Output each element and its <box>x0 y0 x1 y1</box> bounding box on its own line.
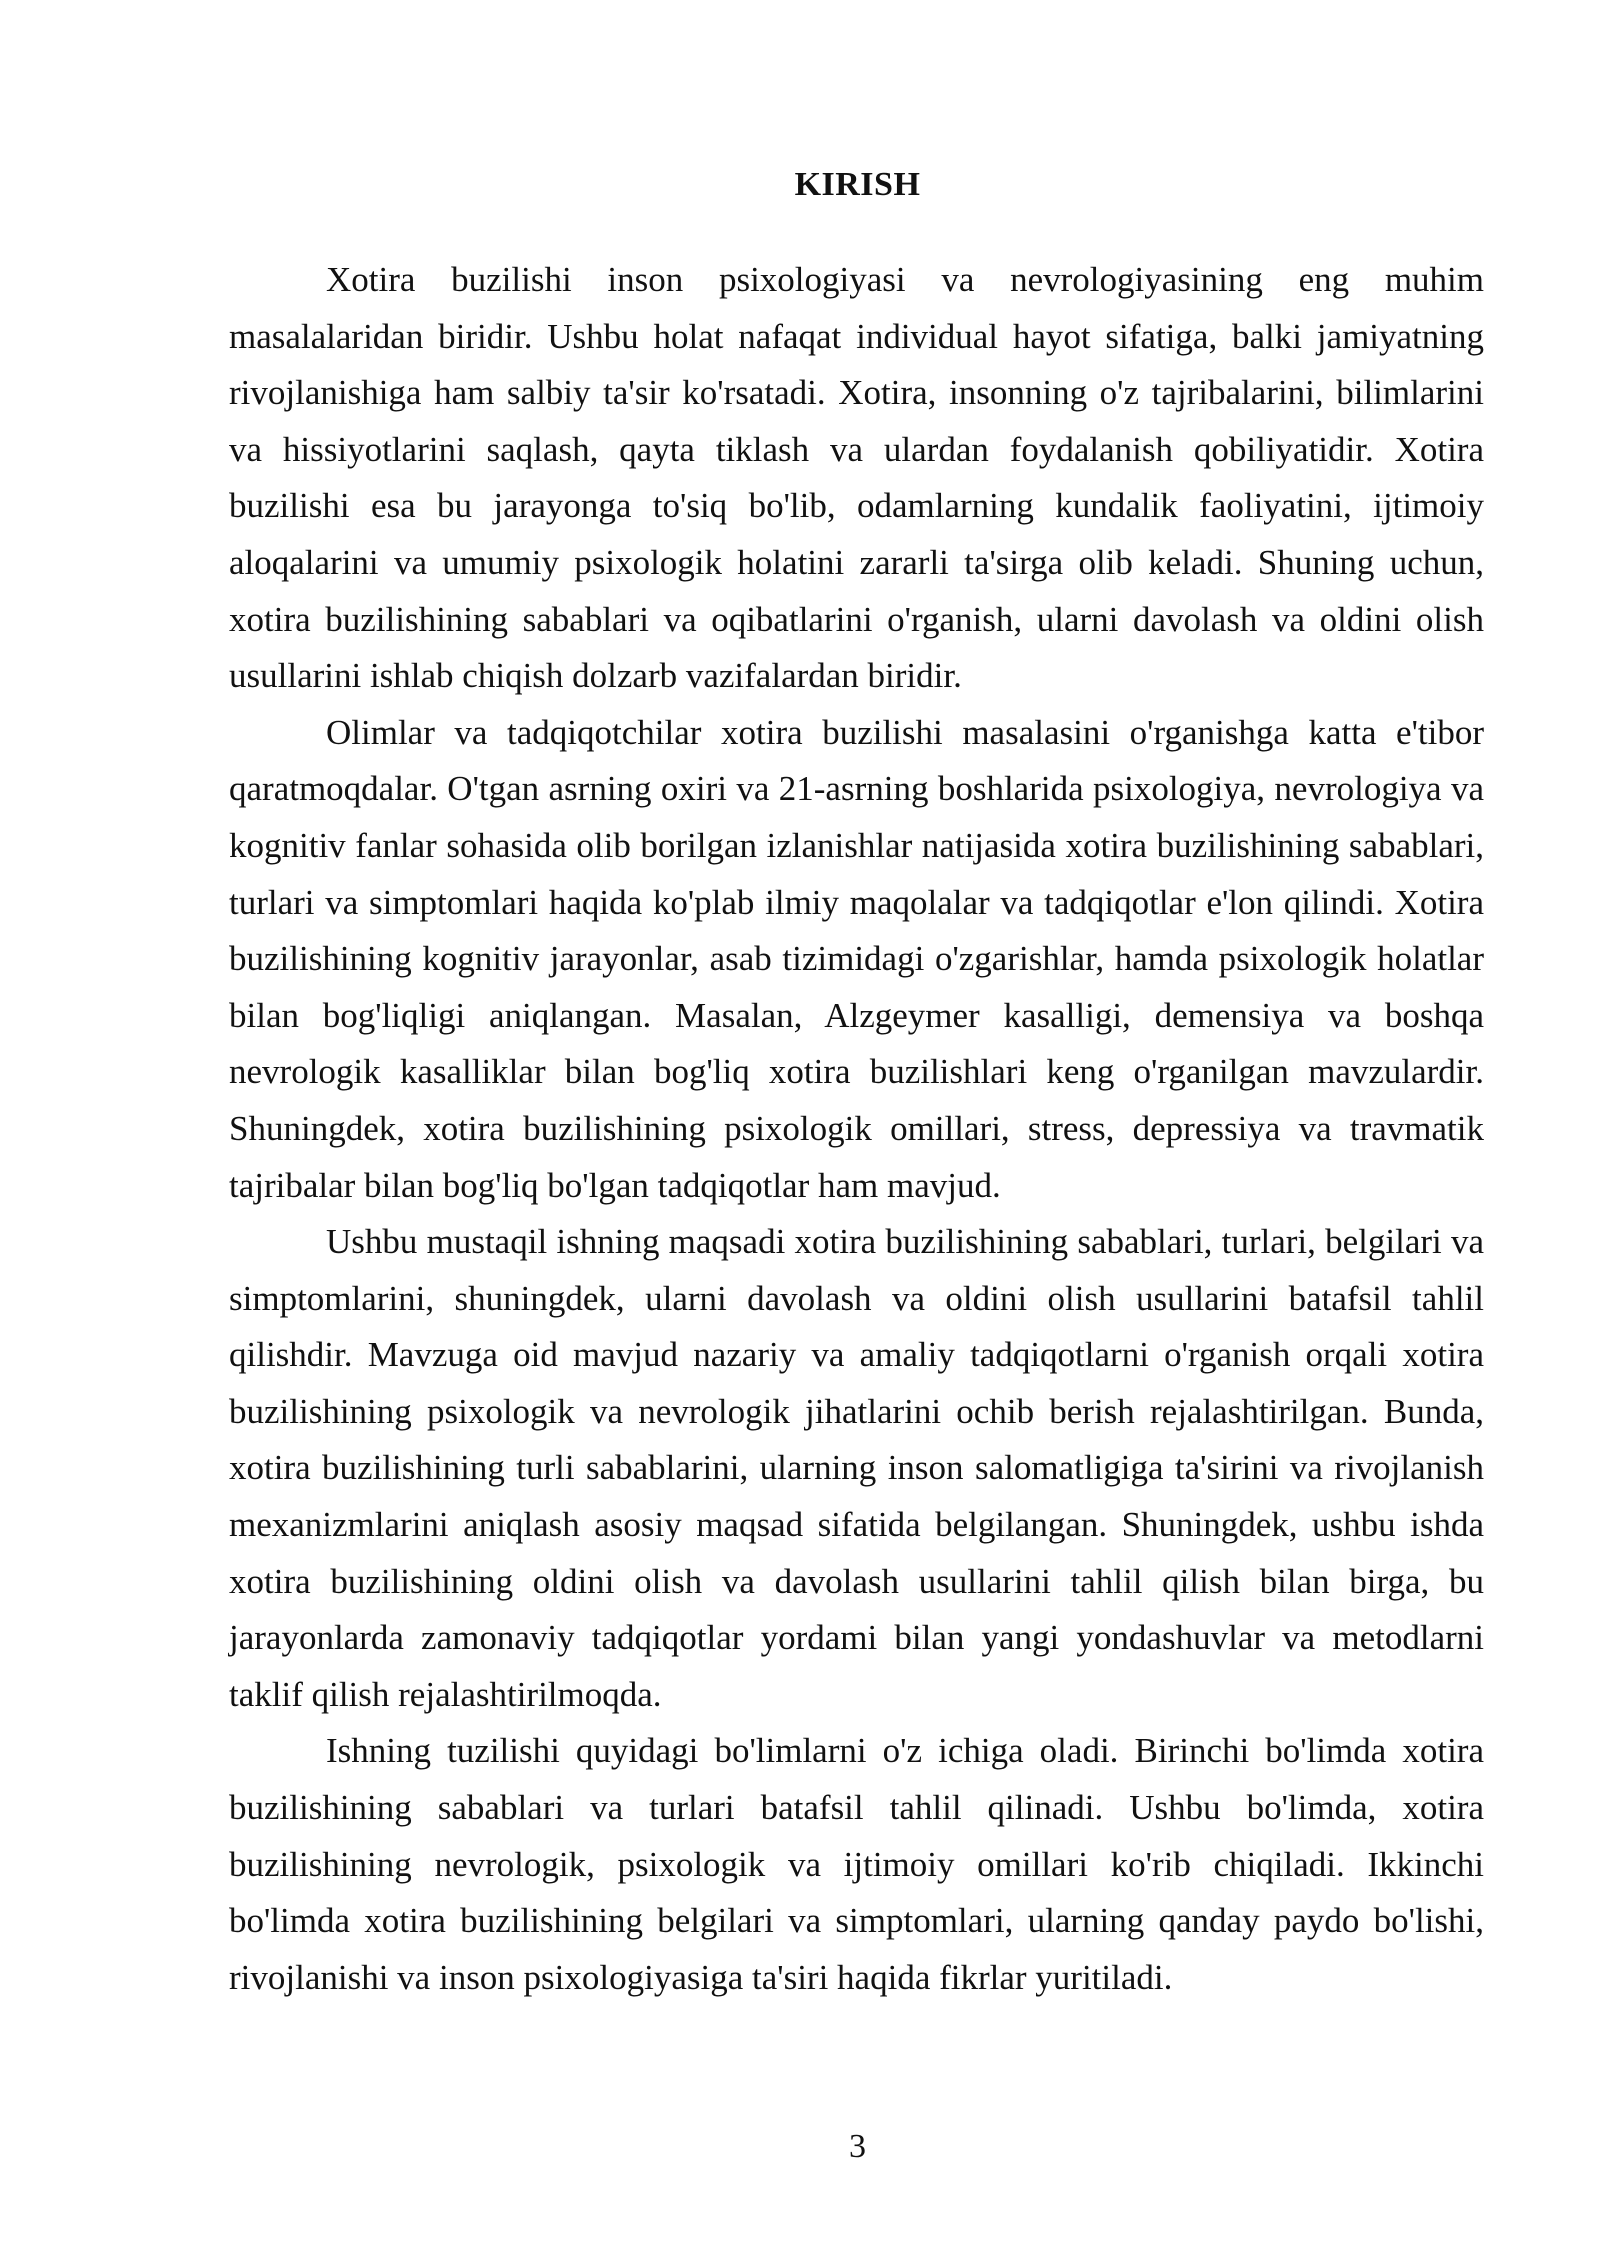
paragraph-3: Ushbu mustaqil ishning maqsadi xotira buzilishining sabablari, turlari, belgilari va simptomlarini, shuningdek, ularni davolash va oldini olish usullarini batafsil tahlil qilishdir. Mavzuga oid mavjud nazariy va amaliy tadqiqotlarni o'rganish orqali xotira buzilishining psixologik va nevrologik jihatlarini ochib berish rejalashtirilgan. Bunda, xotira buzilishining turli sabablarini, ularning inson salomatligiga ta'sirini va rivojlanish mexanizmlarini aniqlash asosiy maqsad sifatida belgilangan. Shuningdek, ushbu ishda xotira buzilishining oldini olish va davolash usullarini tahlil qilish bilan birga, bu jarayonlarda zamonaviy tadqiqotlar yordami bilan yangi yondashuvlar va metodlarni taklif qilish rejalashtirilmoqda. <box>229 1222 1484 1714</box>
section-heading: KIRISH <box>794 166 921 203</box>
paragraph-2: Olimlar va tadqiqotchilar xotira buzilishi masalasini o'rganishga katta e'tibor qaratmoqdalar. O'tgan asrning oxiri va 21-asrning boshlarida psixologiya, nevrologiya va kognitiv fanlar sohasida olib borilgan izlanishlar natijasida xotira buzilishining sabablari, turlari va simptomlari haqida ko'plab ilmiy maqolalar va tadqiqotlar e'lon qilindi. Xotira buzilishining kognitiv jarayonlar, asab tizimidagi o'zgarishlar, hamda psixologik holatlar bilan bog'liqligi aniqlangan. Masalan, Alzgeymer kasalligi, demensiya va boshqa nevrologik kasalliklar bilan bog'liq xotira buzilishlari keng o'rganilgan mavzulardir. Shuningdek, xotira buzilishining psixologik omillari, stress, depressiya va travmatik tajribalar bilan bog'liq bo'lgan tadqiqotlar ham mavjud. <box>229 712 1484 1205</box>
body-text <box>229 252 1484 2006</box>
paragraph-4: Ishning tuzilishi quyidagi bo'limlarni o'z ichiga oladi. Birinchi bo'limda xotira buzilishining sabablari va turlari batafsil tahlil qilinadi. Ushbu bo'limda, xotira buzilishining nevrologik, psixologik va ijtimoiy omillari ko'rib chiqiladi. Ikkinchi bo'limda xotira buzilishining belgilari va simptomlari, ularning qanday paydo bo'lishi, rivojlanishi va inson psixologiyasiga ta'siri haqida fikrlar yuritiladi. <box>229 1731 1484 1997</box>
page-number: 3 <box>849 2128 866 2165</box>
paragraph-1: Xotira buzilishi inson psixologiyasi va nevrologiyasining eng muhim masalalaridan biridir. Ushbu holat nafaqat individual hayot sifatiga, balki jamiyatning rivojlanishiga ham salbiy ta'sir ko'rsatadi. Xotira, insonning o'z tajribalarini, bilimlarini va hissiyotlarini saqlash, qayta tiklash va ulardan foydalanish qobiliyatidir. Xotira buzilishi esa bu jarayonga to'siq bo'lib, odamlarning kundalik faoliyatini, ijtimoiy aloqalarini va umumiy psixologik holatini zararli ta'sirga olib keladi. Shuning uchun, xotira buzilishining sabablari va oqibatlarini o'rganish, ularni davolash va oldini olish usullarini ishlab chiqish dolzarb vazifalardan biridir. <box>229 260 1484 696</box>
